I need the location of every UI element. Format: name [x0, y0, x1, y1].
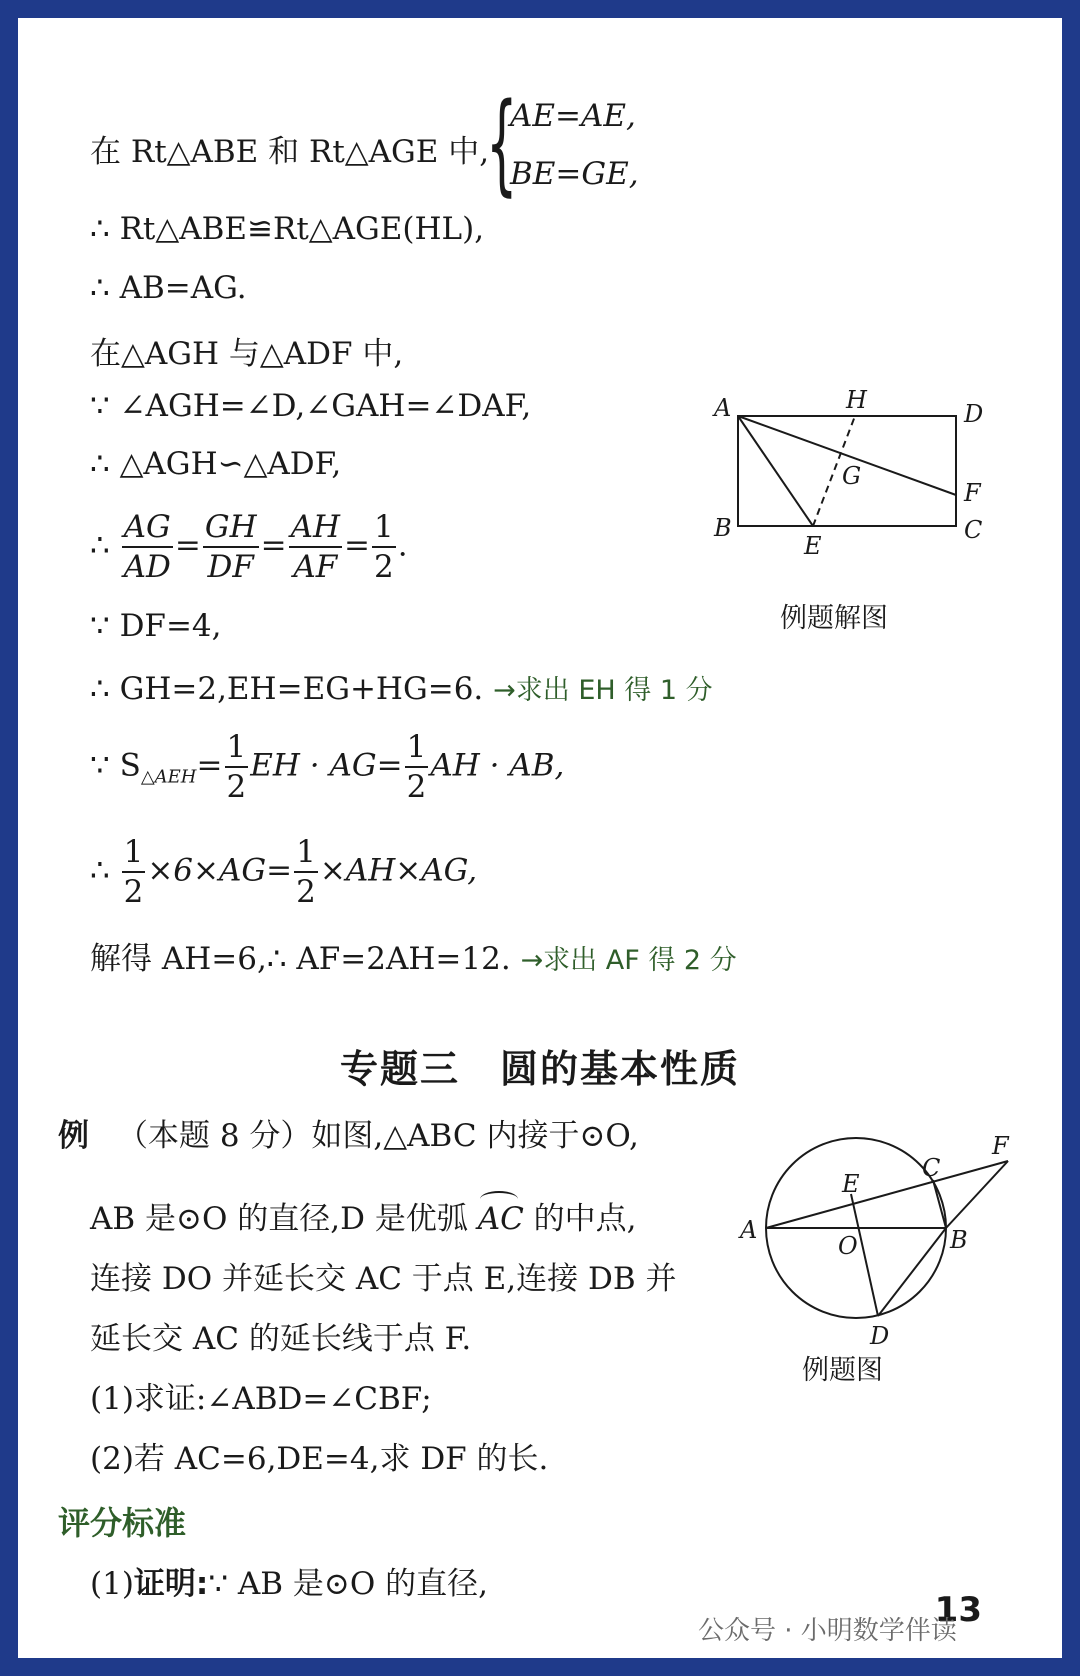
label-f: F: [964, 479, 981, 507]
numerator: GH: [203, 508, 259, 548]
system-brace: {: [486, 79, 518, 207]
label-d: D: [870, 1322, 890, 1348]
system-eq-2: BE=GE,: [510, 156, 639, 192]
line-7: [90, 508, 408, 586]
example-text-1: （本题 8 分）如图,△ABC 内接于⊙O,: [117, 1118, 639, 1154]
example-text-2a: AB 是⊙O 的直径,D 是优弧: [90, 1201, 478, 1237]
proof-number: (1): [90, 1566, 134, 1602]
proof-text: ∵ AB 是⊙O 的直径,: [208, 1566, 489, 1602]
label-a: A: [714, 394, 732, 422]
area-subscript: △AEH: [140, 766, 197, 788]
denominator: AF: [293, 549, 338, 585]
area-mid: EH · AG=: [250, 747, 403, 784]
numerator: 1: [405, 728, 429, 768]
fraction-half: [294, 833, 318, 911]
example-tag: 例: [58, 1118, 89, 1154]
arc-mark: [480, 1191, 518, 1207]
line-12-text: 解得 AH=6,∴ AF=2AH=12.: [90, 941, 511, 977]
therefore-symbol: ∴: [90, 852, 110, 889]
segment-bc: [933, 1180, 946, 1228]
denominator: 2: [406, 769, 427, 805]
proof-start: [90, 1558, 488, 1603]
label-b: B: [950, 1226, 968, 1254]
example-line-1: [58, 1110, 639, 1155]
denominator: 2: [123, 874, 144, 910]
page-number: 13: [934, 1590, 982, 1630]
fraction-ah-af: [289, 508, 342, 586]
label-a: A: [740, 1216, 758, 1244]
label-g: G: [842, 462, 862, 490]
line-9: [90, 668, 713, 707]
label-o: O: [838, 1232, 858, 1260]
equals: =: [344, 527, 371, 564]
question-1: (1)求证:∠ABD=∠CBF;: [90, 1381, 432, 1417]
numerator: 1: [372, 508, 396, 548]
numerator: 1: [294, 833, 318, 873]
segment-af: [766, 1161, 1008, 1228]
equals: =: [196, 747, 223, 784]
line-9-text: ∴ GH=2,EH=EG+HG=6.: [90, 671, 484, 707]
scoring-heading: 评分标准: [58, 1504, 187, 1542]
equation-end: ×AH×AG,: [319, 852, 478, 889]
proof-label: 证明:: [133, 1566, 209, 1602]
line-6: ∴ △AGH∽△ADF,: [90, 446, 342, 482]
numerator: 1: [225, 728, 249, 768]
line-4: 在△AGH 与△ADF 中,: [90, 336, 404, 372]
figure1-caption: 例题解图: [780, 603, 888, 634]
line-1-text: 在 Rt△ABE 和 Rt△AGE 中,: [90, 134, 490, 170]
figure-rectangle: [708, 388, 1028, 558]
figure-circle: [738, 1108, 1038, 1348]
line-3: ∴ AB=AG.: [90, 270, 247, 306]
line-2: ∴ Rt△ABE≌Rt△AGE(HL),: [90, 211, 485, 247]
fraction-half: [405, 728, 429, 806]
example-line-2: [90, 1193, 637, 1238]
area-end: AH · AB,: [430, 747, 565, 784]
equation-mid: ×6×AG=: [147, 852, 293, 889]
line-11: [90, 833, 477, 911]
denominator: DF: [207, 549, 254, 585]
example-line-4: 延长交 AC 的延长线于点 F.: [90, 1321, 472, 1357]
section-title: 专题三 圆的基本性质: [339, 1047, 740, 1091]
line-1: [90, 126, 489, 171]
label-h: H: [846, 388, 867, 414]
segment-bf: [946, 1161, 1008, 1228]
score-note-1: →求出 EH 得 1 分: [493, 675, 713, 706]
fraction-one-half: [372, 508, 396, 586]
fraction-half: [225, 728, 249, 806]
figure2-caption: 例题图: [802, 1355, 883, 1386]
example-text-2b: 的中点,: [523, 1201, 637, 1237]
line-10: [90, 728, 564, 806]
score-note-2: →求出 AF 得 2 分: [520, 945, 737, 976]
system-eq-1: AE=AE,: [510, 98, 636, 134]
line-12: [90, 933, 737, 978]
label-b: B: [714, 514, 732, 542]
equals: =: [174, 527, 201, 564]
fraction-gh-df: [203, 508, 259, 586]
watermark: 公众号 · 小明数学伴读: [698, 1616, 957, 1646]
arc-label: AC: [477, 1201, 524, 1237]
line-5: ∵ ∠AGH=∠D,∠GAH=∠DAF,: [90, 388, 532, 424]
label-e: E: [842, 1170, 860, 1198]
segment-ae: [738, 416, 813, 526]
example-line-3: 连接 DO 并延长交 AC 于点 E,连接 DB 并: [90, 1261, 677, 1297]
numerator: 1: [122, 833, 146, 873]
arc-ac: [478, 1201, 524, 1237]
denominator: 2: [374, 549, 394, 585]
label-d: D: [964, 400, 984, 428]
denominator: 2: [296, 874, 316, 910]
fraction-ag-ad: [122, 508, 173, 586]
equals: =: [260, 527, 287, 564]
label-e: E: [804, 532, 822, 558]
area-symbol: ∵ S: [90, 747, 141, 784]
therefore-symbol: ∴: [90, 527, 110, 564]
denominator: AD: [123, 549, 171, 585]
line-8: ∵ DF=4,: [90, 608, 222, 644]
denominator: 2: [226, 769, 247, 805]
fraction-half: [122, 833, 146, 911]
question-2: (2)若 AC=6,DE=4,求 DF 的长.: [90, 1441, 549, 1477]
numerator: AG: [122, 508, 173, 548]
period: .: [397, 527, 408, 564]
page: [18, 18, 1062, 1658]
label-f: F: [992, 1132, 1009, 1160]
segment-bd: [878, 1228, 946, 1316]
numerator: AH: [289, 508, 342, 548]
label-c: C: [964, 516, 983, 544]
label-c: C: [922, 1154, 941, 1182]
